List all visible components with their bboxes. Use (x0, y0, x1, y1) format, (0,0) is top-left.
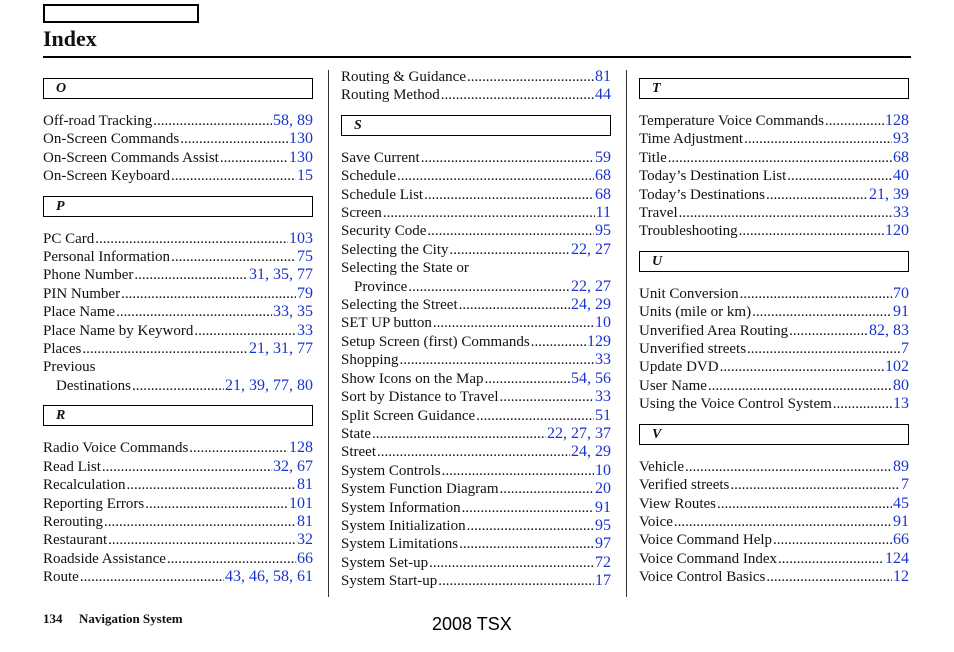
column-divider (328, 70, 329, 597)
index-entry[interactable] (341, 222, 611, 240)
index-column-1 (43, 68, 313, 587)
index-entry-name: On-Screen Keyboard (43, 168, 171, 185)
index-entry-page-links[interactable]: 40 (893, 167, 909, 185)
leader-dots (833, 395, 892, 413)
footer-section-label: Navigation System (79, 611, 183, 626)
index-entry[interactable] (43, 568, 313, 586)
leader-dots (145, 495, 288, 513)
leader-dots (825, 112, 884, 130)
index-column-3 (639, 68, 909, 587)
index-entry-name: System Function Diagram (341, 481, 499, 498)
index-entry[interactable] (43, 495, 313, 513)
leader-dots (442, 462, 594, 480)
index-entry[interactable] (639, 568, 909, 586)
index-entry-page-links[interactable]: 80 (893, 376, 909, 394)
index-entry-page-links[interactable]: 91 (595, 498, 611, 516)
index-entry[interactable] (639, 204, 909, 222)
index-entry-name: Unverified streets (639, 341, 747, 358)
leader-dots (82, 340, 248, 358)
header-tab-box (43, 4, 199, 23)
index-entry-name: Route (43, 569, 79, 586)
index-entry-name: Today’s Destinations (639, 186, 766, 203)
index-entry-name: Unverified Area Routing (639, 322, 789, 339)
leader-dots (189, 439, 288, 457)
index-entry-name: Schedule List (341, 186, 424, 203)
index-entry-name: Setup Screen (first) Commands (341, 333, 530, 350)
index-entry-page-links[interactable]: 33 (893, 204, 909, 222)
footer-page-number: 134 (43, 611, 63, 626)
index-entry-name: Previous (43, 359, 96, 376)
leader-dots (500, 480, 595, 498)
leader-dots (467, 68, 594, 86)
index-entry[interactable] (639, 358, 909, 376)
leader-dots (104, 513, 296, 531)
index-entry-page-links[interactable]: 82, 83 (869, 321, 909, 339)
leader-dots (773, 531, 892, 549)
index-entry[interactable] (639, 303, 909, 321)
index-entry-name: View Routes (639, 495, 717, 512)
index-entry-page-links[interactable]: 21, 39 (869, 185, 909, 203)
leader-dots (531, 333, 586, 351)
index-entry-name: PC Card (43, 230, 95, 247)
leader-dots (421, 149, 594, 167)
index-entry-name: Sort by Distance to Travel (341, 389, 499, 406)
index-entry[interactable] (341, 407, 611, 425)
index-entry-name: Verified streets (639, 477, 730, 494)
index-entry[interactable] (639, 495, 909, 513)
index-entry[interactable] (639, 167, 909, 185)
index-entry-name: Radio Voice Commands (43, 440, 189, 457)
index-entry-page-links[interactable]: 54, 56 (571, 369, 611, 387)
index-entry-page-links[interactable]: 129 (587, 332, 611, 350)
index-entry-page-links[interactable]: 20 (595, 480, 611, 498)
index-entry-name: System Controls (341, 462, 441, 479)
index-entry-name: Show Icons on the Map (341, 370, 484, 387)
index-entry-page-links[interactable]: 33 (595, 351, 611, 369)
index-entry-name: Units (mile or km) (639, 304, 752, 321)
index-entry-page-links[interactable]: 128 (885, 112, 909, 129)
index-entry[interactable] (43, 266, 313, 284)
index-entry[interactable] (639, 531, 909, 549)
index-entry[interactable] (639, 550, 909, 568)
section-header-o: O (43, 78, 313, 99)
index-entry-name: Shopping (341, 352, 399, 369)
leader-dots (372, 425, 546, 443)
index-entry-name: System Information (341, 499, 461, 516)
index-entry[interactable] (43, 513, 313, 531)
index-entry-page-links[interactable]: 72 (595, 553, 611, 571)
index-entry-name: Voice Control Basics (639, 569, 766, 586)
leader-dots (739, 222, 884, 240)
index-entry[interactable] (341, 241, 611, 259)
leader-dots (459, 535, 594, 553)
index-entry[interactable] (341, 462, 611, 480)
index-entry-page-links[interactable]: 11 (595, 204, 611, 222)
index-entry-name: Title (639, 149, 667, 166)
index-entry-page-links[interactable]: 13 (893, 395, 909, 413)
index-entry-name: Street (341, 444, 376, 461)
index-entry-page-links[interactable]: 10 (595, 314, 611, 332)
index-entry-name: PIN Number (43, 285, 121, 302)
index-entry-page-links[interactable]: 124 (885, 549, 909, 567)
index-entry-page-links[interactable]: 24, 29 (571, 296, 611, 314)
index-entry-name: System Start-up (341, 573, 438, 590)
index-entry-page-links[interactable]: 81 (297, 512, 313, 530)
index-entry[interactable] (639, 149, 909, 167)
index-entry[interactable] (43, 149, 313, 167)
leader-dots (397, 167, 594, 185)
index-entry[interactable] (639, 340, 909, 358)
index-entry-name: Province (354, 278, 408, 295)
section-header-v: V (639, 424, 909, 445)
index-entry[interactable] (341, 535, 611, 553)
index-entry[interactable] (341, 86, 611, 104)
index-entry[interactable] (341, 443, 611, 461)
index-entry[interactable] (43, 112, 313, 130)
page-title: Index (43, 26, 97, 51)
index-entry[interactable] (43, 285, 313, 303)
column-divider (626, 70, 627, 597)
section-header-t: T (639, 78, 909, 99)
index-entry-page-links[interactable]: 43, 46, 58, 61 (225, 568, 313, 586)
index-entry[interactable] (341, 149, 611, 167)
index-entry-page-links[interactable]: 89 (893, 457, 909, 475)
index-entry[interactable] (43, 130, 313, 148)
index-entry-page-links[interactable]: 101 (289, 494, 313, 512)
leader-dots (787, 167, 892, 185)
index-entry[interactable] (639, 395, 909, 413)
index-entry[interactable] (341, 370, 611, 388)
index-entry[interactable] (43, 248, 313, 266)
leader-dots (121, 285, 296, 303)
index-entry[interactable] (639, 476, 909, 494)
index-entry-name: System Set-up (341, 554, 429, 571)
index-entry-page-links[interactable]: 33 (297, 321, 313, 339)
index-entry-page-links[interactable]: 7 (901, 340, 909, 358)
index-entry-page-links[interactable]: 24, 29 (571, 443, 611, 461)
index-entry-page-links[interactable]: 81 (595, 68, 611, 85)
leader-dots (449, 241, 570, 259)
leader-dots (153, 112, 272, 130)
index-entry[interactable] (43, 322, 313, 340)
leader-dots (747, 340, 900, 358)
index-entry[interactable] (341, 517, 611, 535)
index-entry[interactable] (43, 230, 313, 248)
leader-dots (500, 388, 595, 406)
leader-dots (95, 230, 288, 248)
index-entry[interactable] (341, 296, 611, 314)
index-entry-name: Phone Number (43, 267, 134, 284)
index-entry-page-links[interactable]: 120 (885, 222, 909, 240)
index-entry-page-links[interactable]: 102 (885, 358, 909, 376)
index-entry-name: Selecting the State or (341, 260, 469, 277)
title-divider (43, 56, 911, 58)
index-entry-page-links[interactable]: 95 (595, 516, 611, 534)
leader-dots (134, 266, 248, 284)
index-entry-page-links[interactable]: 15 (297, 167, 313, 185)
leader-dots (132, 377, 224, 395)
index-entry-name: Voice Command Index (639, 550, 778, 567)
leader-dots (171, 248, 296, 266)
index-entry-page-links[interactable]: 130 (289, 148, 313, 166)
leader-dots (108, 531, 296, 549)
index-entry-page-links[interactable]: 22, 27 (571, 277, 611, 295)
index-entry-name: Vehicle (639, 458, 684, 475)
leader-dots (383, 204, 595, 222)
index-entry-page-links[interactable]: 75 (297, 248, 313, 266)
index-entry-name: Unit Conversion (639, 285, 739, 302)
index-entry-page-links[interactable]: 103 (289, 229, 313, 247)
index-entry-page-links[interactable]: 44 (595, 86, 611, 104)
index-entry[interactable] (639, 285, 909, 303)
index-entry-name: Using the Voice Control System (639, 396, 832, 413)
index-entry-page-links[interactable]: 21, 39, 77, 80 (225, 376, 313, 394)
leader-dots (668, 149, 892, 167)
index-entry-page-links[interactable]: 66 (297, 549, 313, 567)
leader-dots (429, 554, 594, 572)
index-entry-page-links[interactable]: 93 (893, 130, 909, 148)
index-column-2 (341, 68, 611, 591)
leader-dots (126, 476, 296, 494)
index-entry-name: SET UP button (341, 315, 432, 332)
index-entry-page-links[interactable]: 130 (289, 130, 313, 148)
index-entry[interactable] (639, 377, 909, 395)
index-entry[interactable] (639, 130, 909, 148)
index-entry-page-links[interactable]: 128 (289, 439, 313, 457)
section-header-s: S (341, 115, 611, 136)
index-entry-name: User Name (639, 377, 707, 394)
index-entry-name: Selecting the Street (341, 297, 458, 314)
index-entry-page-links[interactable]: 97 (595, 535, 611, 553)
index-entry-name: Place Name by Keyword (43, 322, 194, 339)
index-entry[interactable] (43, 340, 313, 358)
index-entry (341, 259, 611, 277)
index-entry-name: Schedule (341, 168, 396, 185)
index-entry-page-links[interactable]: 17 (595, 572, 611, 590)
index-entry-page-links[interactable]: 33, 35 (273, 303, 313, 321)
index-entry-page-links[interactable]: 68 (595, 167, 611, 185)
leader-dots (438, 572, 594, 590)
index-entry-page-links[interactable]: 7 (901, 476, 909, 494)
leader-dots (752, 303, 892, 321)
index-entry[interactable] (341, 333, 611, 351)
index-entry-name: Places (43, 341, 82, 358)
leader-dots (433, 314, 594, 332)
index-entry-page-links[interactable]: 32 (297, 531, 313, 549)
index-entry (43, 358, 313, 376)
leader-dots (441, 86, 594, 104)
index-entry[interactable] (639, 322, 909, 340)
index-entry-name: Voice Command Help (639, 532, 773, 549)
index-entry-page-links[interactable]: 10 (595, 461, 611, 479)
leader-dots (220, 149, 288, 167)
leader-dots (778, 550, 884, 568)
index-entry-name: Split Screen Guidance (341, 407, 476, 424)
leader-dots (744, 130, 892, 148)
index-entry[interactable] (43, 439, 313, 457)
index-entry[interactable] (43, 377, 313, 395)
index-entry-name: Destinations (56, 377, 131, 394)
index-entry-page-links[interactable]: 33 (595, 388, 611, 406)
index-entry-page-links[interactable]: 68 (893, 148, 909, 166)
index-entry-page-links[interactable]: 58, 89 (273, 112, 313, 129)
index-entry-page-links[interactable]: 31, 35, 77 (249, 266, 313, 284)
index-entry-name: Temperature Voice Commands (639, 113, 825, 129)
index-entry-name: Today’s Destination List (639, 168, 787, 185)
leader-dots (685, 458, 892, 476)
index-entry-name: Recalculation (43, 477, 126, 494)
index-entry[interactable] (341, 425, 611, 443)
index-entry[interactable] (341, 351, 611, 369)
leader-dots (730, 476, 900, 494)
index-entry[interactable] (639, 222, 909, 240)
index-entry-page-links[interactable]: 95 (595, 222, 611, 240)
index-entry-page-links[interactable]: 22, 27 (571, 240, 611, 258)
leader-dots (459, 296, 570, 314)
index-entry-page-links[interactable]: 81 (297, 476, 313, 494)
index-entry-name: Troubleshooting (639, 223, 738, 240)
index-entry-name: On-Screen Commands (43, 131, 180, 148)
index-entry[interactable] (341, 572, 611, 590)
footer-model: 2008 TSX (432, 614, 512, 634)
index-entry-name: Routing & Guidance (341, 69, 466, 85)
index-entry-name: Personal Information (43, 249, 171, 266)
index-entry-page-links[interactable]: 70 (893, 284, 909, 302)
section-header-r: R (43, 405, 313, 426)
index-entry-page-links[interactable]: 91 (893, 512, 909, 530)
index-entry[interactable] (43, 458, 313, 476)
index-entry-name: On-Screen Commands Assist (43, 149, 219, 166)
index-entry-name: System Limitations (341, 536, 459, 553)
index-entry[interactable] (341, 68, 611, 86)
index-entry-page-links[interactable]: 68 (595, 185, 611, 203)
leader-dots (377, 443, 570, 461)
index-entry[interactable] (341, 186, 611, 204)
index-entry-page-links[interactable]: 32, 67 (273, 457, 313, 475)
leader-dots (400, 351, 594, 369)
leader-dots (462, 499, 594, 517)
index-entry-page-links[interactable]: 59 (595, 148, 611, 166)
index-entry-name: Place Name (43, 304, 116, 321)
index-entry-name: Time Adjustment (639, 131, 744, 148)
leader-dots (720, 358, 884, 376)
index-entry[interactable] (639, 186, 909, 204)
leader-dots (708, 377, 892, 395)
index-entry[interactable] (43, 303, 313, 321)
index-entry-name: Routing Method (341, 87, 440, 104)
index-entry-name: Security Code (341, 223, 427, 240)
index-entry-name: Rerouting (43, 513, 103, 530)
index-entry[interactable] (639, 112, 909, 130)
index-entry-name: Read List (43, 458, 101, 475)
index-entry[interactable] (43, 476, 313, 494)
index-entry[interactable] (341, 499, 611, 517)
index-entry[interactable] (341, 480, 611, 498)
leader-dots (674, 513, 892, 531)
index-entry-name: Save Current (341, 149, 420, 166)
index-entry-name: Roadside Assistance (43, 550, 166, 567)
leader-dots (717, 495, 892, 513)
section-header-u: U (639, 251, 909, 272)
index-entry[interactable] (639, 513, 909, 531)
index-entry[interactable] (341, 204, 611, 222)
index-entry[interactable] (341, 167, 611, 185)
leader-dots (467, 517, 594, 535)
leader-dots (194, 322, 296, 340)
index-entry-name: System Initialization (341, 517, 466, 534)
index-entry-page-links[interactable]: 22, 27, 37 (547, 424, 611, 442)
index-entry-page-links[interactable]: 66 (893, 531, 909, 549)
index-entry-page-links[interactable]: 45 (893, 494, 909, 512)
index-entry-name: State (341, 425, 371, 442)
index-entry-name: Off-road Tracking (43, 113, 153, 129)
leader-dots (679, 204, 892, 222)
leader-dots (427, 222, 594, 240)
leader-dots (408, 278, 570, 296)
section-header-p: P (43, 196, 313, 217)
index-entry[interactable] (341, 388, 611, 406)
leader-dots (766, 186, 868, 204)
index-entry-name: Travel (639, 205, 678, 222)
index-entry-name: Update DVD (639, 359, 719, 376)
index-entry-name: Restaurant (43, 532, 108, 549)
leader-dots (102, 458, 272, 476)
leader-dots (766, 568, 892, 586)
index-entry[interactable] (43, 531, 313, 549)
index-entry[interactable] (341, 278, 611, 296)
leader-dots (180, 130, 288, 148)
leader-dots (116, 303, 272, 321)
leader-dots (476, 407, 594, 425)
leader-dots (740, 285, 892, 303)
index-entry-name: Selecting the City (341, 241, 449, 258)
index-entry[interactable] (639, 458, 909, 476)
index-entry-page-links[interactable]: 51 (595, 406, 611, 424)
leader-dots (789, 322, 868, 340)
index-entry[interactable] (341, 314, 611, 332)
leader-dots (171, 167, 296, 185)
index-entry-page-links[interactable]: 12 (893, 568, 909, 586)
index-entry-name: Screen (341, 205, 382, 222)
index-entry-name: Reporting Errors (43, 495, 145, 512)
index-entry[interactable] (43, 550, 313, 568)
index-entry-page-links[interactable]: 79 (297, 284, 313, 302)
index-entry-page-links[interactable]: 21, 31, 77 (249, 340, 313, 358)
leader-dots (80, 568, 224, 586)
index-entry-page-links[interactable]: 91 (893, 303, 909, 321)
leader-dots (485, 370, 571, 388)
index-entry[interactable] (341, 554, 611, 572)
leader-dots (167, 550, 296, 568)
index-entry-name: Voice (639, 513, 673, 530)
leader-dots (424, 186, 594, 204)
index-entry[interactable] (43, 167, 313, 185)
